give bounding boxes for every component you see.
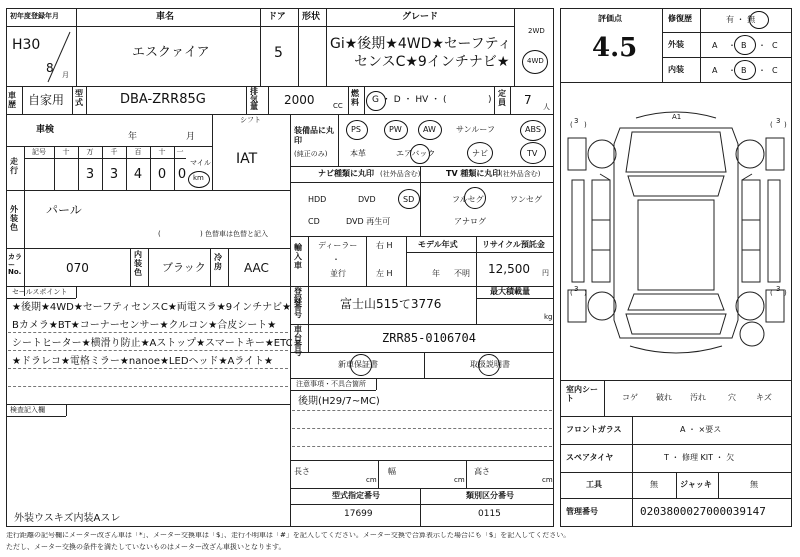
inspector-note: 外装ウスキズ内装Aスレ	[14, 513, 121, 524]
length-cm: cm	[366, 476, 377, 484]
windshield-label: フロントガラス	[566, 425, 622, 434]
equip-abs: ABS	[525, 125, 541, 134]
sales-point-line-3: シートヒーター★横滑り防止★Aストップ★スマートキー★ETC	[12, 338, 293, 349]
jack-label: ジャッキ	[680, 480, 712, 489]
first-reg-month: 8	[46, 61, 54, 75]
equip-ps: PS	[351, 125, 361, 134]
navi-hdd: HDD	[308, 195, 327, 204]
registration-label: 登録番号	[294, 287, 302, 319]
equip-aw: AW	[423, 125, 436, 134]
interior-color: ブラック	[162, 261, 206, 274]
car-name-label: 車名	[156, 12, 175, 22]
width-label: 幅	[388, 467, 396, 476]
category-no: 0115	[478, 509, 501, 519]
int-grade-a: A	[712, 66, 718, 75]
int-grade-b: B	[741, 66, 747, 75]
digit-label-1: 万	[86, 148, 94, 156]
digit-5: 0	[177, 167, 187, 182]
max-load-kg: kg	[544, 313, 553, 321]
interior-color-label: 内装色	[134, 250, 142, 277]
tools-label: 工具	[586, 480, 602, 489]
color-no: 070	[66, 261, 89, 275]
navi-cd: CD	[308, 217, 320, 226]
interior-sheet-label: 室内シート	[566, 385, 598, 403]
sheet-tear: 破れ	[656, 393, 672, 402]
car-condition-diagram	[562, 84, 790, 378]
type-no-label: 型式指定番号	[332, 491, 380, 500]
first-reg-year: H30	[12, 37, 41, 53]
registration-value: 富士山515て3776	[340, 297, 442, 311]
tools-value: 無	[650, 480, 658, 489]
model-year-label: モデル年式	[418, 240, 458, 249]
usage-label: 車歴	[8, 91, 16, 109]
footer-note-1: 走行距離の記号欄にメーター改ざん車は「*」、メーター交換車は「$」、走行不明車は「#」を記入してください。メーター交換で合算表示した場合にも「$」を記入してください。	[6, 532, 571, 539]
sales-point-line-4: ★ドラレコ★電格ミラー★nanoe★LEDヘッド★Aライト★	[12, 356, 273, 367]
import-dealer: ディーラー	[318, 241, 358, 250]
shift-value: IAT	[236, 151, 258, 167]
equip-leather: 本革	[350, 149, 366, 158]
exterior-label: 外装	[668, 40, 684, 49]
model-year-unit: 年	[432, 269, 440, 278]
first-reg-label: 初年度登録年月	[10, 12, 59, 20]
warranty: 新車保証書	[338, 360, 378, 369]
sheet-scratch: キズ	[756, 393, 772, 402]
ext-sep-2: ・	[758, 41, 766, 50]
sheet-burn: コゲ	[622, 393, 638, 402]
fuel-close: )	[488, 95, 492, 105]
score-label: 評価点	[598, 14, 622, 23]
digit-1: 3	[85, 167, 95, 182]
displacement-label: 排気量	[250, 87, 258, 112]
ext-grade-b: B	[741, 41, 747, 50]
diagram-mark-br-close: )	[784, 289, 787, 297]
color-note-left: (	[158, 230, 161, 238]
recycle-yen: 円	[542, 269, 549, 277]
score-value: 4.5	[592, 33, 638, 63]
model-year-unknown: 不明	[454, 269, 470, 278]
digit-label-0: 十	[62, 148, 70, 156]
tv-type-label: TV 種類に丸印	[446, 169, 501, 178]
category-no-label: 類別区分番号	[466, 491, 514, 500]
navi-type-label: ナビ種類に丸印	[318, 169, 374, 178]
drive-4wd: 4WD	[527, 57, 544, 65]
equipment-sub-label: (純正のみ)	[294, 150, 328, 158]
equip-sunroof: サンルーフ	[456, 125, 495, 134]
footer-note-2: ただし、メーター交換の条件を満たしていないものはメーター改ざん車扱いとなります。	[6, 543, 286, 551]
navi-dvd: DVD	[358, 195, 376, 204]
digit-4: 0	[157, 167, 167, 182]
diagram-top-label: A1	[672, 113, 682, 121]
equip-tv: TV	[527, 149, 538, 158]
tv-fullseg: フルセグ	[452, 195, 484, 204]
diagram-mark-tl-3: 3	[574, 117, 579, 125]
ac-value: AAC	[244, 261, 269, 275]
grade-line-2: センスC★9インチナビ★	[354, 54, 510, 70]
navi-dvd-play: DVD 再生可	[346, 217, 391, 226]
color-label: 外装色	[10, 205, 18, 232]
sheet-hole: 穴	[728, 393, 736, 402]
import-dot: ・	[332, 255, 340, 264]
warranty-circle	[350, 354, 372, 376]
digit-label-5: 一	[176, 148, 184, 156]
recycle-label: リサイクル預託金	[482, 240, 545, 249]
drive-2wd: 2WD	[528, 27, 545, 35]
tv-oneseg: ワンセグ	[510, 195, 542, 204]
control-value: 0203800027000039147	[640, 505, 766, 518]
shaken-label: 車検	[36, 125, 55, 135]
int-grade-c: C	[772, 66, 778, 75]
repair-label: 修復歴	[668, 14, 692, 23]
sales-point-line-2: Bカメラ★BT★コーナーセンサー★クルコン★合皮シート★	[12, 320, 277, 331]
ext-sep-1: ・	[728, 41, 736, 50]
diagram-mark-tr: (	[770, 121, 773, 129]
digit-label-2: 千	[110, 148, 118, 156]
diagram-mark-tl: (	[570, 121, 573, 129]
digit-3: 4	[133, 167, 143, 182]
tv-analog: アナログ	[454, 217, 486, 226]
car-name: エスクァイア	[132, 45, 210, 60]
import-parallel: 並行	[330, 269, 346, 278]
import-label: 輸入車	[294, 243, 302, 270]
digit-label-4: 十	[158, 148, 166, 156]
color-note-right: ) 色替車は色替と記入	[200, 230, 268, 238]
length-label: 長さ	[294, 467, 310, 476]
grade-label: グレード	[402, 12, 439, 22]
int-sep-1: ・	[728, 66, 736, 75]
grade-line-1: Gi★後期★4WD★セーフティ	[330, 36, 512, 52]
type-no: 17699	[344, 509, 373, 519]
shaken-year-unit: 年	[128, 132, 138, 142]
sales-point-line-1: ★後期★4WD★セーフティセンスC★両電スラ★9インチナビ★	[12, 302, 292, 313]
capacity-unit: 人	[543, 103, 550, 111]
navi-type-note: (社外品含む)	[380, 170, 421, 178]
diagram-mark-tr-close: )	[784, 121, 787, 129]
capacity-value: 7	[524, 93, 532, 107]
equip-navi: ナビ	[472, 149, 488, 158]
diagram-mark-bl: (	[570, 289, 573, 297]
inspector-label: 検査記入欄	[10, 406, 45, 414]
navi-sd: SD	[403, 195, 415, 204]
mile-label: マイル	[190, 159, 211, 167]
windshield-value: A ・ ×要ス	[680, 425, 722, 434]
chassis-value: ZRR85-0106704	[382, 331, 476, 345]
cc-unit: CC	[333, 102, 343, 110]
equip-airbag: エアバック	[396, 149, 436, 158]
repair-none-circle	[749, 11, 769, 29]
capacity-label: 定員	[498, 89, 506, 107]
spare-tire-label: スペアタイヤ	[566, 453, 614, 462]
door-label: ドア	[268, 12, 286, 22]
sales-points-label: セールスポイント	[12, 288, 68, 296]
jack-value: 無	[750, 480, 758, 489]
interior-label: 内装	[668, 65, 684, 74]
diagram-mark-bl-close: )	[584, 289, 587, 297]
shift-label: シフト	[240, 116, 261, 124]
manual-circle	[478, 354, 500, 376]
recycle-value: 12,500	[488, 262, 530, 276]
ext-grade-a: A	[712, 41, 718, 50]
digit-label-3: 百	[134, 148, 142, 156]
door-count: 5	[274, 45, 283, 61]
month-unit: 月	[62, 71, 69, 79]
diagram-mark-tl-close: )	[584, 121, 587, 129]
left-hand: 左 H	[376, 269, 393, 278]
diagram-mark-tr-3: 3	[776, 117, 781, 125]
width-cm: cm	[454, 476, 465, 484]
shape-label: 形状	[302, 12, 321, 22]
color-no-label: カラーNo.	[8, 253, 22, 277]
spare-tire-value: T ・ 修理 KIT ・ 欠	[664, 453, 735, 462]
sheet-dirt: 汚れ	[690, 393, 706, 402]
fuel-options: G ・ D ・ HV ・ (	[372, 95, 447, 105]
right-hand: 右 H	[376, 241, 393, 250]
mileage-mark-label: 記号	[32, 148, 46, 156]
airbag-circle	[410, 144, 430, 164]
diagram-mark-br-3: 3	[776, 285, 781, 293]
fuel-label: 燃料	[351, 89, 359, 107]
equipment-label: 装備品に丸印	[294, 126, 334, 145]
height-label: 高さ	[474, 467, 490, 476]
diagram-mark-br: (	[770, 289, 773, 297]
notes-label: 注意事項・不具合箇所	[296, 380, 366, 388]
tv-type-note: (社外品含む)	[500, 170, 541, 178]
max-load-label: 最大積載量	[490, 287, 530, 296]
model-label: 型式	[75, 89, 83, 107]
repair-options: 有 ・ 無	[726, 15, 756, 24]
chassis-label: 車台番号	[294, 325, 302, 357]
digit-2: 3	[109, 167, 119, 182]
exterior-color: パール	[46, 203, 82, 217]
model-code: DBA-ZRR85G	[120, 92, 206, 107]
usage-value: 自家用	[28, 93, 65, 107]
km-unit: km	[193, 174, 204, 182]
mileage-label: 走行	[10, 157, 18, 175]
height-cm: cm	[542, 476, 553, 484]
displacement-value: 2000	[284, 93, 315, 107]
diagram-mark-bl-3: 3	[574, 285, 579, 293]
int-sep-2: ・	[758, 66, 766, 75]
ac-label: 冷房	[214, 253, 222, 271]
control-label: 管理番号	[566, 507, 598, 516]
ext-grade-c: C	[772, 41, 778, 50]
equip-pw: PW	[389, 125, 402, 134]
shaken-month-unit: 月	[186, 132, 196, 142]
notes-value: 後期(H29/7~MC)	[298, 396, 380, 407]
manual: 取扱説明書	[470, 360, 510, 369]
